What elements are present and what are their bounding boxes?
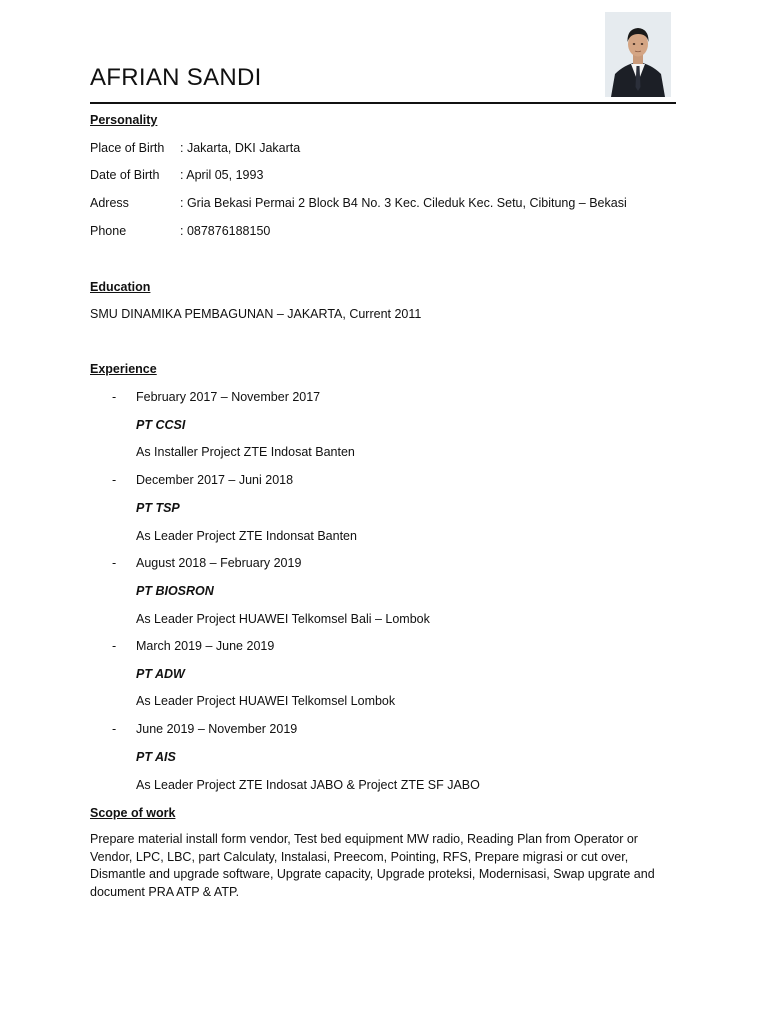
experience-period: August 2018 – February 2019 — [136, 556, 302, 570]
experience-role: As Leader Project ZTE Indonsat Banten — [136, 529, 357, 543]
profile-photo-image — [605, 12, 671, 97]
date-of-birth-row — [90, 168, 263, 182]
experience-company: PT ADW — [136, 667, 185, 681]
experience-period: December 2017 – Juni 2018 — [136, 473, 294, 487]
profile-photo — [605, 12, 671, 97]
header-divider — [90, 102, 676, 104]
experience-period: March 2019 – June 2019 — [136, 639, 275, 653]
education-heading: Education — [90, 280, 151, 294]
experience-company: PT AIS — [136, 750, 176, 764]
date-of-birth-label: Date of Birth — [90, 168, 160, 182]
experience-period: June 2019 – November 2019 — [136, 722, 298, 736]
experience-company: PT TSP — [136, 501, 180, 515]
experience-bullet: - — [112, 722, 117, 736]
experience-heading: Experience — [90, 362, 157, 376]
place-of-birth-label: Place of Birth — [90, 141, 165, 155]
experience-company: PT BIOSRON — [136, 584, 214, 598]
place-of-birth-row — [90, 141, 300, 155]
experience-company: PT CCSI — [136, 418, 186, 432]
phone-label: Phone — [90, 224, 127, 238]
experience-role: As Installer Project ZTE Indosat Banten — [136, 445, 355, 459]
phone-row — [90, 224, 270, 238]
scope-text: Prepare material install form vendor, Test bed equipment MW radio, Reading Plan from Operator or Vendor, LPC, LBC, part Calculaty, Instalasi, Preecom, Pointing, RFS, Prepare migrasi or cut over, Dismantle and upgrade software, Upgrate capacity, Upgrade proteksi, Modernisasi, Swap upgrate and document PRA ATP & ATP. — [90, 832, 655, 899]
phone-value: : 087876188150 — [180, 224, 271, 238]
experience-period: February 2017 – November 2017 — [136, 390, 321, 404]
experience-bullet: - — [112, 639, 117, 653]
address-label: Adress — [90, 196, 129, 210]
experience-bullet: - — [112, 390, 117, 404]
scope-heading: Scope of work — [90, 806, 176, 820]
experience-bullet: - — [112, 473, 117, 487]
experience-role: As Leader Project HUAWEI Telkomsel Bali – Lombok — [136, 612, 430, 626]
place-of-birth-value: : Jakarta, DKI Jakarta — [180, 141, 301, 155]
candidate-name: AFRIAN SANDI — [90, 64, 262, 91]
experience-role: As Leader Project HUAWEI Telkomsel Lombok — [136, 694, 396, 708]
education-entry: SMU DINAMIKA PEMBAGUNAN – JAKARTA, Current 2011 — [90, 307, 422, 321]
personality-heading: Personality — [90, 113, 158, 127]
date-of-birth-value: : April 05, 1993 — [180, 168, 264, 182]
address-value: : Gria Bekasi Permai 2 Block B4 No. 3 Kec. Cileduk Kec. Setu, Cibitung – Bekasi — [180, 196, 627, 210]
experience-role: As Leader Project ZTE Indosat JABO & Project ZTE SF JABO — [136, 778, 480, 792]
address-row — [90, 196, 627, 210]
experience-bullet: - — [112, 556, 117, 570]
